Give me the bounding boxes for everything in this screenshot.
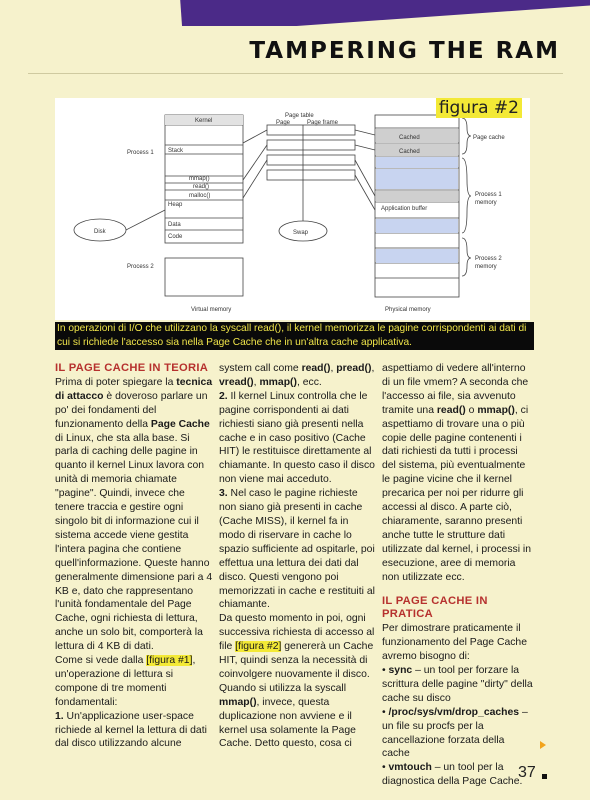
column-2 bbox=[219, 362, 377, 751]
label-cached-1: Cached bbox=[399, 135, 420, 141]
label-heap: Heap bbox=[168, 202, 183, 208]
label-process1-memory-a: Process 1 bbox=[475, 192, 502, 198]
col2-paragraph-1: system call come read(), pread(), vread(), mmap(), ecc. bbox=[219, 363, 375, 388]
label-page: Page bbox=[276, 120, 291, 126]
figure-diagram bbox=[55, 98, 530, 320]
figure-1-ref: [figura #1] bbox=[146, 655, 193, 667]
label-mmap: mmap() bbox=[189, 176, 210, 182]
col2-paragraph-5: Quando si utilizza la syscall mmap(), invece, questa duplicazione non avviene e il kernel usa solamente la Page Cache. Detto questo, cosa ci bbox=[219, 682, 356, 750]
label-process1: Process 1 bbox=[127, 150, 154, 156]
label-stack: Stack bbox=[168, 148, 184, 154]
col1-paragraph-2: Come si vede dalla [figura #1], un'operazione di lettura si compone di tre momenti fondamentali: bbox=[55, 655, 196, 708]
col3-paragraph-1: aspettiamo di vedere all'interno di un file vmem? A seconda che l'accesso ai file, sia avvenuto tramite una read() o mmap(), ci aspettiamo di trovare una o più copie delle pagine contenenti i dati richiesti da tutti i processi del sistema, più eventualmente le pagine vicine che il kernel precarica per noi per ridurre gli accessi al disco. A parte ciò, chiaramente, saranno presenti anche tutte le strutture dati utilizzate dal kernel, i processi in esecuzione, aree di memoria non utilizzate ecc. bbox=[382, 363, 532, 583]
figure-label: figura #2 bbox=[436, 98, 522, 118]
memory-diagram bbox=[55, 98, 530, 320]
col2-paragraph-2: 2. Il kernel Linux controlla che le pagine corrispondenti ai dati richiesti siano già presenti nella cache e in caso positivo (Cache HIT) le restituisce direttamente al chiamante. In questo caso il disco non viene mai acceduto. bbox=[219, 390, 375, 486]
col3-bullet-vmtouch: • vmtouch – un tool per la diagnostica della Page Cache. bbox=[382, 762, 523, 788]
process2-vm-box bbox=[165, 258, 243, 296]
figure-caption: In operazioni di I/O che utilizzano la syscall read(), il kernel memorizza le pagine corrispondenti ai dati di cui si richiede l'accesso sia nella Page Cache che in un'altra cache applicativa. bbox=[55, 322, 534, 350]
page-title: TAMPERING THE RAM bbox=[249, 38, 560, 64]
page-square-icon bbox=[542, 774, 547, 779]
label-process2-memory-a: Process 2 bbox=[475, 256, 502, 262]
label-process2-memory-b: memory bbox=[475, 264, 497, 270]
label-swap: Swap bbox=[293, 230, 309, 236]
column-3 bbox=[382, 362, 534, 789]
figure-2-ref: [figura #2] bbox=[235, 641, 282, 653]
label-cached-2: Cached bbox=[399, 149, 420, 155]
title-divider bbox=[28, 73, 563, 74]
col3-bullet-drop-caches: • /proc/sys/vm/drop_caches – un file su procfs per la cancellazione forzata della cache bbox=[382, 706, 528, 760]
top-banner bbox=[0, 0, 590, 26]
section-heading-theory: IL PAGE CACHE IN TEORIA bbox=[55, 362, 209, 374]
label-kernel: Kernel bbox=[195, 118, 213, 124]
label-process1-memory-b: memory bbox=[475, 200, 497, 206]
label-physical-memory: Physical memory bbox=[385, 307, 431, 313]
column-1 bbox=[55, 362, 215, 751]
label-code: Code bbox=[168, 234, 183, 240]
label-app-buffer: Application buffer bbox=[381, 206, 428, 212]
label-disk: Disk bbox=[94, 229, 106, 235]
col1-paragraph-3: 1. Un'applicazione user-space richiede al kernel la lettura di dati dal disco utilizzando alcune bbox=[55, 710, 207, 750]
col2-paragraph-3: 3. Nel caso le pagine richieste non siano già presenti in cache (Cache MISS), il kernel fa in modo di riservare in cache lo spazio sufficiente ad ospitarle, poi effettua una lettura dei dati dal disco. Questi vengono poi memorizzati in cache e restituiti al chiamante. bbox=[219, 488, 375, 611]
col3-paragraph-2: Per dimostrare praticamente il funzionamento del Page Cache avremo bisogno di: bbox=[382, 623, 527, 663]
label-page-frame: Page frame bbox=[307, 120, 339, 126]
label-page-table: Page table bbox=[285, 113, 314, 119]
section-heading-practice: IL PAGE CACHE IN PRATICA bbox=[382, 594, 488, 621]
col1-paragraph-1: Prima di poter spiegare la tecnica di attacco è doveroso parlare un po' dei fondamenti del funzionamento della Page Cache di Linux, che sta alla base. Si parla di caching delle pagine in quanto il kernel Linux lavora con unità di memoria chiamate "pagine". Quindi, invece che tenere traccia e gestire ogni singolo bit di informazione cui il sistema accede viene gestita l'intera pagina che contiene quell'informazione. Queste hanno generalmente dimensione pari a 4 KB e, dato che rappresentano l'unità fondamentale del Page Cache, ogni richiesta di lettura, anche un solo bit, comporterà la lettura di 4 KB di dati. bbox=[55, 376, 213, 653]
label-virtual-memory: Virtual memory bbox=[191, 307, 232, 313]
label-data: Data bbox=[168, 222, 181, 228]
label-malloc: malloc() bbox=[189, 193, 211, 199]
label-page-cache: Page cache bbox=[473, 135, 505, 141]
continue-arrow-icon bbox=[540, 741, 546, 749]
banner-stripe bbox=[179, 0, 590, 26]
col3-bullet-sync: • sync – un tool per forzare la scrittura delle pagine "dirty" della cache su disco bbox=[382, 665, 533, 704]
col2-paragraph-4: Da questo momento in poi, ogni successiva richiesta di accesso al file [figura #2] genererà un Cache HIT, quindi senza la necessità di coinvolgere nuovamente il disco. bbox=[219, 613, 375, 680]
label-read: read() bbox=[193, 184, 210, 190]
page-number: 37 bbox=[518, 764, 536, 781]
label-process2: Process 2 bbox=[127, 264, 154, 270]
